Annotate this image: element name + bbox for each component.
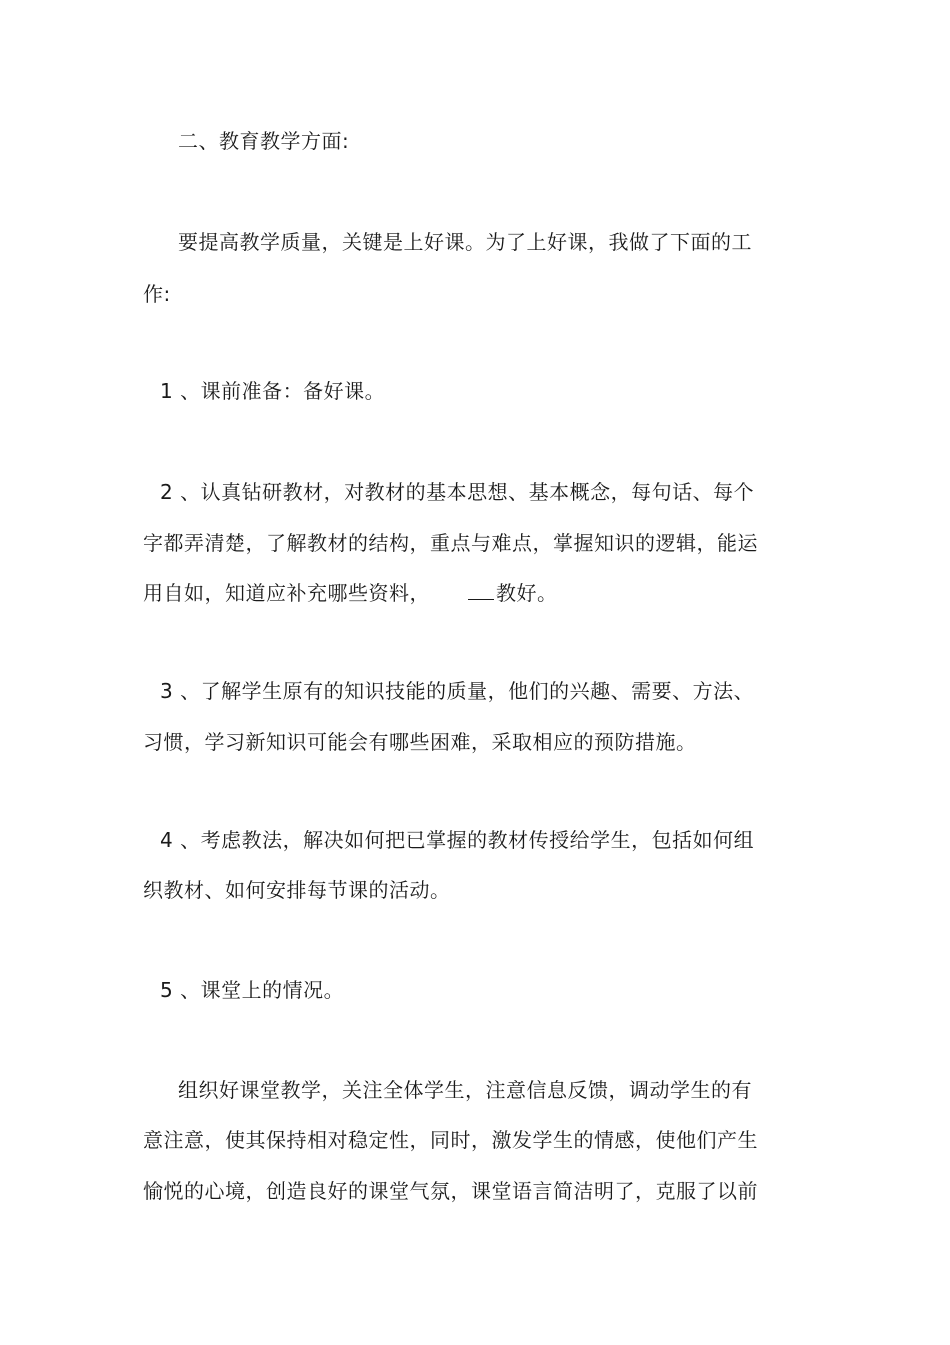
item-2-line-3-text: 用自如，知道应补充哪些资料， [143, 581, 430, 605]
item-3-line-2: 习惯，学习新知识可能会有哪些困难，采取相应的预防措施。 [143, 730, 697, 754]
item-1-line-1: 1 、课前准备：备好课。 [160, 379, 386, 403]
item-4-line-1: 4 、考虑教法，解决如何把已掌握的教材传授给学生，包括如何组 [160, 828, 755, 852]
item-4-line-2: 织教材、如何安排每节课的活动。 [143, 878, 451, 902]
closing-line-1: 组织好课堂教学，关注全体学生，注意信息反馈，调动学生的有 [178, 1078, 752, 1102]
closing-line-2: 意注意，使其保持相对稳定性，同时，激发学生的情感，使他们产生 [143, 1128, 758, 1152]
section-heading: 二、教育教学方面: [178, 129, 350, 153]
item-2-line-3-tail: 教好。 [496, 581, 558, 605]
intro-line-1: 要提高教学质量，关键是上好课。为了上好课，我做了下面的工 [178, 230, 752, 254]
item-5-line-1: 5 、课堂上的情况。 [160, 978, 345, 1002]
item-2-line-1: 2 、认真钻研教材，对教材的基本思想、基本概念，每句话、每个 [160, 480, 755, 504]
item-2-line-2: 字都弄清楚，了解教材的结构，重点与难点，掌握知识的逻辑，能运 [143, 531, 758, 555]
item-3-line-1: 3 、了解学生原有的知识技能的质量，他们的兴趣、需要、方法、 [160, 679, 755, 703]
intro-line-2: 作: [143, 282, 171, 306]
fill-in-blank [468, 581, 494, 600]
closing-line-3: 愉悦的心境，创造良好的课堂气氛，课堂语言简洁明了，克服了以前 [143, 1179, 758, 1203]
item-2-line-3 [143, 580, 783, 606]
